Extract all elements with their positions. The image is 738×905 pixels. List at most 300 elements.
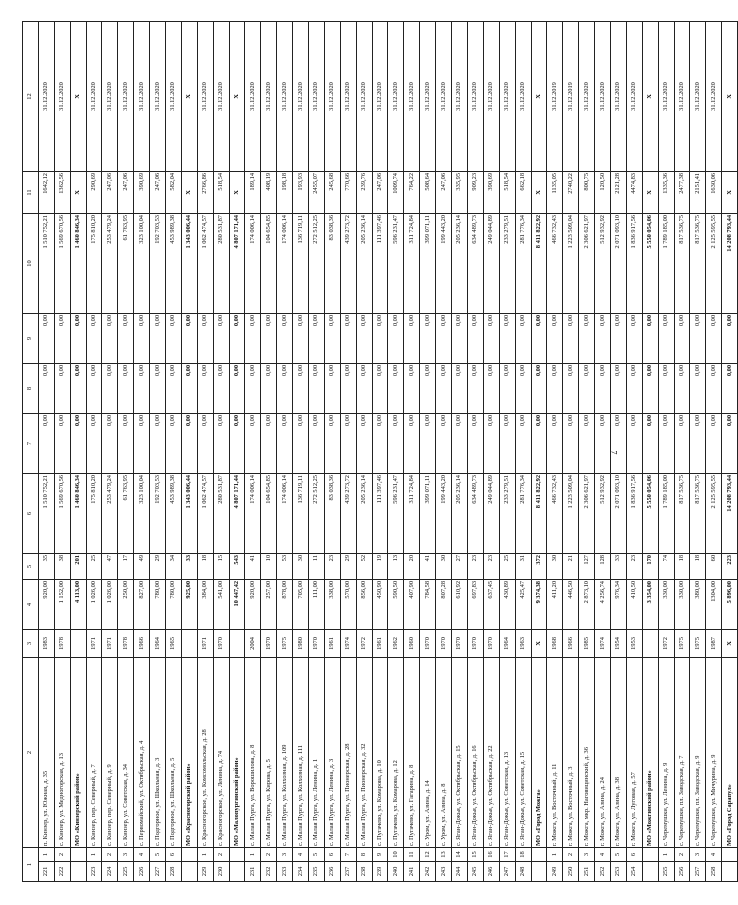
table-cell: 1 223 509,04 (563, 473, 579, 553)
table-cell: 780,00 (150, 579, 166, 629)
table-cell: X (70, 171, 86, 213)
header-cell: 4 (23, 579, 39, 629)
table-cell: 3 (690, 847, 706, 861)
table-cell: 258 (706, 862, 722, 882)
table-cell: 780,00 (166, 579, 182, 629)
table-cell: 1961 (372, 629, 388, 657)
table-cell: 0,00 (324, 363, 340, 413)
table-cell: 0,00 (54, 313, 70, 363)
table-cell: 14 (452, 847, 468, 861)
table-cell: 1 510 752,21 (38, 213, 54, 313)
table-cell: 399 071,11 (420, 473, 436, 553)
table-cell: 8 411 822,92 (531, 473, 547, 553)
table-cell: 245,68 (324, 171, 340, 213)
table-cell: 0,00 (674, 363, 690, 413)
table-cell: 10 447,42 (229, 579, 245, 629)
table-cell: 31.12.2020 (261, 21, 277, 171)
table-cell: 251 (579, 862, 595, 882)
table-cell: 0,00 (420, 413, 436, 473)
table-cell: 280 531,87 (213, 213, 229, 313)
table-cell: МО «Малопургинский район» (229, 657, 245, 847)
table-cell: 582,04 (166, 171, 182, 213)
table-cell: 246 (483, 862, 499, 882)
table-cell: с. Красногорское, ул. Ленина, д. 74 (213, 657, 229, 847)
table-cell: 41 (420, 553, 436, 579)
table-cell: 0,00 (515, 413, 531, 473)
table-cell: X (531, 21, 547, 171)
table-cell: 0,00 (150, 363, 166, 413)
table-cell: МО «Кинзерский район» (70, 657, 86, 847)
table-cell (642, 629, 658, 657)
table-cell: 1962 (388, 629, 404, 657)
table-cell: 31.12.2020 (102, 21, 118, 171)
table-cell: 0,00 (245, 313, 261, 363)
table-cell: с. Черемушки, пл. Заводская, д. 9 (690, 657, 706, 847)
table-cell: 235 (309, 862, 325, 882)
table-cell: 10 (388, 847, 404, 861)
table-cell: 1970 (261, 629, 277, 657)
table-cell: 249 044,89 (483, 473, 499, 553)
table-cell: 205 236,14 (452, 473, 468, 553)
table-cell: X (531, 629, 547, 657)
table-cell: 230 (213, 862, 229, 882)
table-cell: 570,00 (340, 579, 356, 629)
table-row (197, 21, 213, 881)
table-cell: X (642, 21, 658, 171)
table-cell: 0,00 (642, 363, 658, 413)
table-cell: 518,54 (499, 171, 515, 213)
table-row (166, 21, 182, 881)
table-cell: г. Можга, ул. Азина, д. 38 (610, 657, 626, 847)
table-cell: 5 (309, 847, 325, 861)
table-cell: 30 (293, 553, 309, 579)
table-cell: 111 397,46 (372, 213, 388, 313)
table-cell: 662,18 (515, 171, 531, 213)
table-cell: 817 536,75 (690, 213, 706, 313)
table-cell: 0,00 (452, 313, 468, 363)
table-cell: 0,00 (181, 313, 197, 363)
table-cell: 33 (181, 553, 197, 579)
table-cell: с. Малая Пурга, ул. Ленина, д. 1 (309, 657, 325, 847)
table-cell: 0,00 (388, 313, 404, 363)
table-cell: 1971 (197, 629, 213, 657)
table-cell: 29 (340, 553, 356, 579)
table-cell: 430,89 (499, 579, 515, 629)
table-cell: 31.12.2019 (563, 21, 579, 171)
table-cell: 0,00 (626, 363, 642, 413)
table-cell: 1983 (38, 629, 54, 657)
table-cell: 0,00 (229, 413, 245, 473)
table-cell: 104 654,85 (261, 213, 277, 313)
table-cell: 234 (293, 862, 309, 882)
table-cell: 1971 (102, 629, 118, 657)
table-cell: 380,00 (690, 579, 706, 629)
table-cell: 0,00 (547, 313, 563, 363)
table-cell: 543 (229, 553, 245, 579)
table-cell: 205 236,14 (356, 213, 372, 313)
table-cell: 372 (531, 553, 547, 579)
table-cell: 0,00 (340, 363, 356, 413)
table-cell: г. Можга, ул. Восточный, д. 11 (547, 657, 563, 847)
table-cell: 244 (452, 862, 468, 882)
table-row (213, 21, 229, 881)
table-cell: 0,00 (706, 313, 722, 363)
table-cell: 1304,00 (706, 579, 722, 629)
table-cell: 0,00 (547, 363, 563, 413)
table-cell: X (722, 21, 738, 171)
table-cell: 0,00 (404, 363, 420, 413)
table-cell: 1970 (213, 629, 229, 657)
table-cell: 2766,86 (197, 171, 213, 213)
table-cell: 0,00 (420, 313, 436, 363)
table-cell: 697,83 (467, 579, 483, 629)
table-cell: 136 719,11 (293, 213, 309, 313)
table-cell: 222 (54, 862, 70, 882)
table-cell: 31.12.2020 (150, 21, 166, 171)
table-cell: с. Малая Пурга, ул. Пионерская, д. 32 (356, 657, 372, 847)
table-cell: 61 763,95 (118, 473, 134, 553)
table-cell: 637,45 (483, 579, 499, 629)
group-total-row (229, 21, 245, 881)
table-cell: 0,00 (70, 363, 86, 413)
table-cell: 0,00 (515, 313, 531, 363)
table-cell: 205 236,14 (356, 473, 372, 553)
table-cell: 25 (499, 553, 515, 579)
table-cell: 31.12.2020 (626, 21, 642, 171)
header-cell: 2 (23, 657, 39, 847)
table-cell: 290,69 (86, 171, 102, 213)
housing-registry-table (22, 21, 738, 882)
table-cell: 1 460 846,34 (70, 213, 86, 313)
table-row (102, 21, 118, 881)
table-cell: 1978 (118, 629, 134, 657)
table-cell: 0,00 (690, 413, 706, 473)
table-cell: 120,50 (595, 171, 611, 213)
table-cell: 30 (436, 553, 452, 579)
table-cell: 253 (610, 862, 626, 882)
table-cell: 450,90 (372, 579, 388, 629)
table-cell: 23 (626, 553, 642, 579)
table-cell: 0,00 (197, 313, 213, 363)
table-cell: 0,00 (420, 363, 436, 413)
table-cell: 254 (626, 862, 642, 882)
table-cell: 590,50 (388, 579, 404, 629)
table-cell: 0,00 (166, 413, 182, 473)
table-cell: 250 (563, 862, 579, 882)
table-cell: 0,00 (293, 313, 309, 363)
table-cell: 1 510 752,21 (38, 473, 54, 553)
table-cell: 256 (674, 862, 690, 882)
table-cell: 2 071 093,10 (610, 213, 626, 313)
table-cell: 247,06 (372, 171, 388, 213)
table-cell: 1362,56 (54, 171, 70, 213)
table-body (23, 21, 738, 881)
table-cell: 189,14 (245, 171, 261, 213)
table-row (388, 21, 404, 881)
table-cell: 199 443,20 (436, 473, 452, 553)
table-cell: 512 932,92 (595, 473, 611, 553)
table-cell: 1953 (626, 629, 642, 657)
table-cell: 31.12.2020 (436, 21, 452, 171)
table-cell (181, 629, 197, 657)
table-cell: 3 (118, 847, 134, 861)
table-cell: 13 (388, 553, 404, 579)
table-cell: 0,00 (452, 413, 468, 473)
table-cell: с. Малая Пурга, ул. Колхозная, д. 111 (293, 657, 309, 847)
table-cell: 199 443,20 (436, 213, 452, 313)
table-cell: 0,00 (626, 313, 642, 363)
table-cell: 7 (340, 847, 356, 861)
table-cell: 31.12.2020 (467, 21, 483, 171)
table-cell: 1966 (563, 629, 579, 657)
table-cell: с. Яган-Докья, ул. Октябрьская, д. 16 (467, 657, 483, 847)
table-cell: 31.12.2020 (213, 21, 229, 171)
table-cell: 31.12.2020 (309, 21, 325, 171)
table-cell: 198,18 (277, 171, 293, 213)
table-cell: 272 512,25 (309, 473, 325, 553)
table-cell: X (531, 171, 547, 213)
table-row (452, 21, 468, 881)
table-cell: 252 (595, 862, 611, 882)
table-cell: 31.12.2020 (452, 21, 468, 171)
table-cell: 128 (595, 553, 611, 579)
table-row (309, 21, 325, 881)
table-cell: с. Подгорное, ул. Школьная, д. 3 (150, 657, 166, 847)
table-cell: 2151,41 (690, 171, 706, 213)
table-row (245, 21, 261, 881)
table-cell: 0,00 (467, 413, 483, 473)
table-row (38, 21, 54, 881)
table-cell: X (70, 21, 86, 171)
table-cell: 31.12.2020 (420, 21, 436, 171)
table-cell: 1 152,00 (54, 579, 70, 629)
table-cell: 610,92 (452, 579, 468, 629)
table-cell: 4 113,00 (70, 579, 86, 629)
table-cell: 0,00 (404, 313, 420, 363)
table-cell: 0,00 (579, 363, 595, 413)
table-cell: 226 (134, 862, 150, 882)
table-cell: 335,95 (452, 171, 468, 213)
table-cell: 2004 (245, 629, 261, 657)
table-cell: 0,00 (293, 413, 309, 473)
table-cell: 411,20 (547, 579, 563, 629)
table-cell: 31.12.2020 (166, 21, 182, 171)
table-cell: 0,00 (547, 413, 563, 473)
table-cell: 311 724,84 (404, 213, 420, 313)
table-cell: 2 (261, 847, 277, 861)
table-cell: 12 (420, 847, 436, 861)
table-row (483, 21, 499, 881)
table-cell: 817 536,75 (690, 473, 706, 553)
table-cell: 2 306 621,97 (579, 213, 595, 313)
table-cell: 1335,36 (658, 171, 674, 213)
table-cell: с. Малая Пурга, ул. Пионерская, д. 28 (340, 657, 356, 847)
table-cell: 15 (213, 553, 229, 579)
table-cell: 33 (610, 553, 626, 579)
table-cell: 229 (197, 862, 213, 882)
table-cell: 0,00 (102, 313, 118, 363)
table-row (420, 21, 436, 881)
table-cell: 1970 (436, 629, 452, 657)
table-cell: 31.12.2020 (610, 21, 626, 171)
table-cell: 0,00 (309, 313, 325, 363)
table-cell: 61 763,95 (118, 213, 134, 313)
header-cell: 6 (23, 473, 39, 553)
table-cell: 0,00 (181, 413, 197, 473)
table-cell: 0,00 (515, 363, 531, 413)
table-cell: 0,00 (70, 313, 86, 363)
table-cell: 0,00 (706, 363, 722, 413)
table-cell: 1954 (610, 629, 626, 657)
table-cell: 0,00 (372, 413, 388, 473)
table-cell: 174 006,14 (277, 213, 293, 313)
table-cell: 807,28 (436, 579, 452, 629)
table-cell: 390,69 (483, 171, 499, 213)
table-cell: 0,00 (197, 363, 213, 413)
group-total-row (531, 21, 547, 881)
table-cell: 9 (372, 847, 388, 861)
table-cell: 0,00 (499, 313, 515, 363)
table-cell: 2 (102, 847, 118, 861)
table-cell: 38 (54, 553, 70, 579)
table-cell: 2477,38 (674, 171, 690, 213)
table-cell: 4 256,74 (595, 579, 611, 629)
table-cell: 15 (467, 847, 483, 861)
table-cell: 0,00 (309, 363, 325, 413)
table-cell (181, 847, 197, 861)
table-cell: МО «Красногорский район» (181, 657, 197, 847)
table-cell: 1972 (658, 629, 674, 657)
header-cell: 1 (23, 847, 39, 881)
table-cell: 827,00 (134, 579, 150, 629)
table-cell: с. Яган-Докья, ул. Советская, д. 15 (515, 657, 531, 847)
table-cell: 5 550 054,06 (642, 213, 658, 313)
table-cell: г. Можга, ул. Луговая, д. 57 (626, 657, 642, 847)
table-cell: 817 536,75 (674, 473, 690, 553)
table-cell: 201 (70, 553, 86, 579)
table-cell: 1 (86, 847, 102, 861)
table-cell: 0,00 (626, 413, 642, 473)
table-cell: 29 (150, 553, 166, 579)
table-cell: 247,06 (150, 171, 166, 213)
table-cell: 111 397,46 (372, 473, 388, 553)
table-row (674, 21, 690, 881)
table-cell: 1968 (547, 629, 563, 657)
table-cell: 250,00 (118, 579, 134, 629)
table-cell: 1 026,00 (86, 579, 102, 629)
table-cell: 31.12.2020 (372, 21, 388, 171)
table-cell (531, 862, 547, 882)
table-cell: 272 512,25 (309, 213, 325, 313)
table-cell: 0,00 (610, 363, 626, 413)
table-cell: 0,00 (372, 363, 388, 413)
table-cell: 253 479,24 (102, 213, 118, 313)
table-cell: 323 100,04 (134, 473, 150, 553)
table-cell: 0,00 (531, 313, 547, 363)
table-cell: 14 208 793,44 (722, 213, 738, 313)
table-cell: 512 932,92 (595, 213, 611, 313)
table-cell: 1 343 006,44 (181, 473, 197, 553)
table-cell: 232 (261, 862, 277, 882)
table-row (563, 21, 579, 881)
table-cell (642, 862, 658, 882)
table-row (547, 21, 563, 881)
table-cell: 236 (324, 862, 340, 882)
table-cell: 0,00 (579, 413, 595, 473)
table-row (277, 21, 293, 881)
table-cell: 228 (166, 862, 182, 882)
table-cell: 0,00 (118, 363, 134, 413)
table-cell (531, 847, 547, 861)
table-cell: 2740,22 (563, 171, 579, 213)
table-cell: с. Пугачево, ул. Комарова, д. 12 (388, 657, 404, 847)
table-cell: 0,00 (388, 413, 404, 473)
table-cell: 0,00 (38, 313, 54, 363)
table-cell: 0,00 (404, 413, 420, 473)
table-cell: 0,00 (181, 363, 197, 413)
table-cell: 52 (356, 553, 372, 579)
table-cell: 1970 (483, 629, 499, 657)
table-cell: 23 (483, 553, 499, 579)
table-cell: 1135,05 (547, 171, 563, 213)
table-cell: 1970 (420, 629, 436, 657)
table-cell: 0,00 (595, 313, 611, 363)
table-cell (722, 862, 738, 882)
table-cell: 0,00 (324, 413, 340, 473)
table-cell: 446,50 (563, 579, 579, 629)
table-cell: 205 236,14 (452, 213, 468, 313)
table-cell: 31.12.2020 (340, 21, 356, 171)
table-cell: 31.12.2020 (197, 21, 213, 171)
table-cell: 1974 (595, 629, 611, 657)
table-cell: 0,00 (70, 413, 86, 473)
table-row (499, 21, 515, 881)
table-cell: 338,00 (324, 579, 340, 629)
table-cell (642, 847, 658, 861)
table-cell: 0,00 (134, 413, 150, 473)
table-cell: 4474,83 (626, 171, 642, 213)
table-cell: 1978 (54, 629, 70, 657)
table-cell: 817 536,75 (674, 213, 690, 313)
table-cell: с. Черемушки, ул. Ленина, д. 9 (658, 657, 674, 847)
table-row (706, 21, 722, 881)
table-cell: 770,66 (340, 171, 356, 213)
table-cell: 31.12.2020 (595, 21, 611, 171)
table-cell: с. Первомайский, ул. Октябрьская, д. 4 (134, 657, 150, 847)
table-cell: 0,00 (658, 363, 674, 413)
table-cell: 0,00 (658, 413, 674, 473)
table-cell: 0,00 (722, 313, 738, 363)
table-row (626, 21, 642, 881)
table-cell: 1961 (324, 629, 340, 657)
table-row (293, 21, 309, 881)
table-cell: 4 (134, 847, 150, 861)
table-cell: 280 531,87 (213, 473, 229, 553)
table-row (356, 21, 372, 881)
table-cell: 1975 (690, 629, 706, 657)
table-cell: 1987 (706, 629, 722, 657)
table-row (261, 21, 277, 881)
table-cell: 0,00 (356, 413, 372, 473)
table-cell: 0,00 (134, 363, 150, 413)
table-cell: 23 (467, 553, 483, 579)
table-cell (70, 847, 86, 861)
table-cell: 0,00 (309, 413, 325, 473)
table-cell: 0,00 (340, 413, 356, 473)
table-cell: 784,58 (420, 579, 436, 629)
table-cell: 0,00 (563, 363, 579, 413)
table-cell: 0,00 (595, 413, 611, 473)
